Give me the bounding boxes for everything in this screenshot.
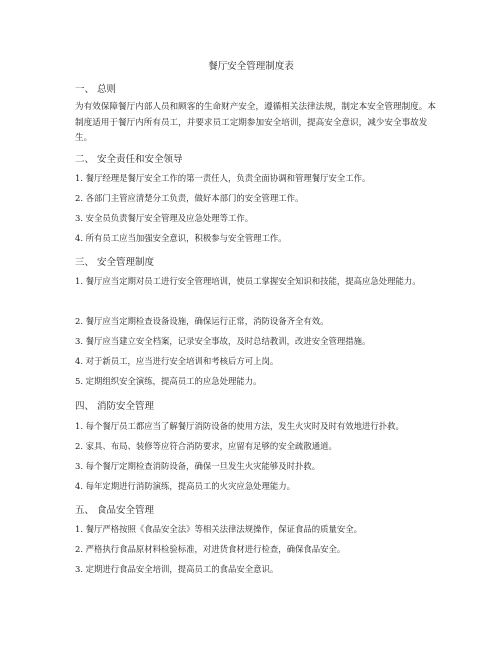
list-item: 2. 各部门主管应清楚分工负责，做好本部门的安全管理工作。 (75, 193, 304, 203)
list-item: 3. 每个餐厅定期检查消防设备，确保一旦发生火灾能够及时扑救。 (75, 461, 321, 471)
list-item: 2. 家具、布局、装修等应符合消防要求，应留有足够的安全疏散通道。 (75, 441, 337, 451)
document-title: 餐厅安全管理制度表 (208, 61, 294, 72)
list-item: 4. 每年定期进行消防演练，提高员工的火灾应急处理能力。 (75, 481, 296, 491)
list-item: 3. 定期进行食品安全培训，提高员工的食品安全意识。 (75, 564, 279, 574)
section-heading-responsibility: 二、 安全责任和安全领导 (75, 154, 183, 165)
list-item: 1. 每个餐厅员工都应当了解餐厅消防设备的使用方法，发生火灾时及时有效地进行扑救。 (75, 421, 404, 431)
list-item: 2. 严格执行食品原材料检验标准，对进货食材进行检查，确保食品安全。 (75, 544, 346, 554)
section-heading-management: 三、 安全管理制度 (75, 257, 155, 268)
list-item: 3. 安全员负责餐厅安全管理及应急处理等工作。 (75, 213, 254, 223)
section-heading-food-safety: 五、 食品安全管理 (75, 505, 155, 516)
list-item: 1. 餐厅严格按照《食品安全法》等相关法律法规操作，保证食品的质量安全。 (75, 524, 363, 534)
section-heading-general: 一、 总则 (75, 84, 117, 95)
list-item: 1. 餐厅经理是餐厅安全工作的第一责任人，负责全面协调和管理餐厅安全工作。 (75, 173, 371, 183)
list-item: 4. 对于新员工，应当进行安全培训和考核后方可上岗。 (75, 356, 279, 366)
section-heading-fire-safety: 四、 消防安全管理 (75, 401, 155, 412)
section-text-general: 为有效保障餐厅内部人员和顾客的生命财产安全，遵循相关法律法规，制定本安全管理制度。本制度适用于餐厅内所有员工，并要求员工定期参加安全培训，提高安全意识，减少安全事故发生。 (75, 102, 436, 143)
list-item: 1. 餐厅应当定期对员工进行安全管理培训，使员工掌握安全知识和技能，提高应急处理能力。 (75, 276, 421, 286)
list-item: 5. 定期组织安全演练，提高员工的应急处理能力。 (75, 376, 262, 386)
list-item: 4. 所有员工应当加强安全意识，积极参与安全管理工作。 (75, 233, 287, 243)
list-item: 2. 餐厅应当定期检查设备设施，确保运行正常，消防设备齐全有效。 (75, 316, 329, 326)
list-item: 3. 餐厅应当建立安全档案，记录安全事故，及时总结教训，改进安全管理措施。 (75, 336, 371, 346)
